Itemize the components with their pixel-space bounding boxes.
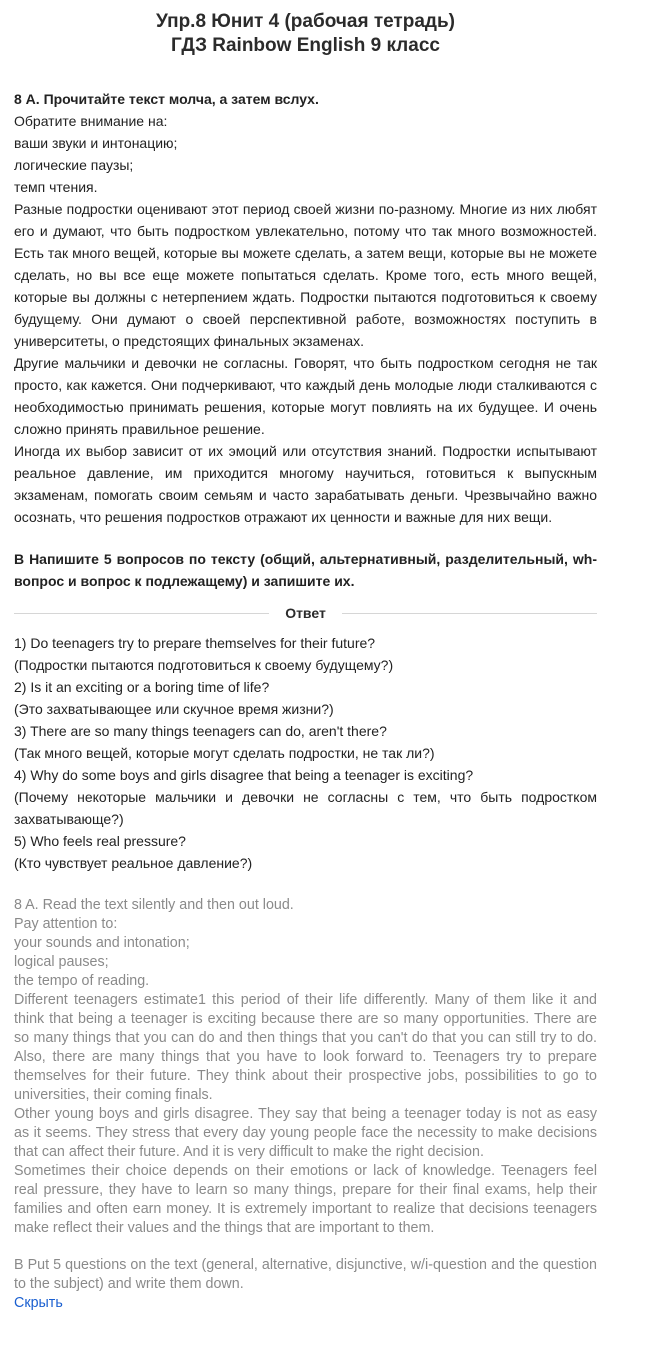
divider-line-left (14, 613, 269, 614)
answer-list (14, 632, 597, 874)
page-title (14, 10, 597, 82)
answer-line: 3) There are so many things teenagers can do, aren't there? (14, 723, 387, 739)
task-a-line: ваши звуки и интонацию; (14, 135, 178, 151)
task-a-paragraph: Другие мальчики и девочки не согласны. Говорят, что быть подростком сегодня не так просто, как кажется. Они подчеркивают, что каждый день молодые люди сталкиваются с необходимостью принимать решения, которые могут повлиять на их будущее. И очень сложно принять правильное решение. (14, 355, 597, 437)
hide-link[interactable]: Скрыть (14, 1295, 63, 1311)
answer-line: (Это захватывающее или скучное время жизни?) (14, 701, 334, 717)
english-line: your sounds and intonation; (14, 935, 190, 951)
answer-line: 2) Is it an exciting or a boring time of life? (14, 679, 270, 695)
english-line: 8 A. Read the text silently and then out loud. (14, 897, 294, 913)
english-line: the tempo of reading. (14, 973, 150, 989)
task-a-line: темп чтения. (14, 179, 98, 195)
task-b-heading: В Напишите 5 вопросов по тексту (общий, альтернативный, разделительный, wh-вопрос и вопрос к подлежащему) и запишите их. (14, 551, 597, 589)
english-line: logical pauses; (14, 954, 109, 970)
answer-line: (Так много вещей, которые могут сделать подростки, не так ли?) (14, 745, 435, 761)
page-content (14, 0, 597, 1313)
english-paragraph: Different teenagers estimate1 this period of their life differently. Many of them like it and think that being a teenager is exciting because there are so many opportunities. There are so many things that you can do and then things that you can't do that you can still try to do. Also, there are many things that you have to look forward to. Teenagers try to prepare themselves for their future. They think about their prospective jobs, possibilities to go to universities, their coming finals. (14, 992, 597, 1103)
task-a-section (14, 88, 597, 528)
english-line: Pay attention to: (14, 916, 118, 932)
task-a-heading: 8 А. Прочитайте текст молча, а затем вслух. (14, 91, 319, 107)
divider-line-right (342, 613, 597, 614)
answer-divider (14, 602, 597, 624)
answer-label: Ответ (285, 605, 326, 621)
english-original-section (14, 896, 597, 1294)
english-task-b: B Put 5 questions on the text (general, alternative, disjunctive, w/i-question and the question to the subject) and write them down. (14, 1257, 597, 1292)
task-a-paragraph: Иногда их выбор зависит от их эмоций или отсутствия знаний. Подростки испытывают реальное давление, им приходится многому научиться, готовиться к выпускным экзаменам, помогать своим семьям и часто зарабатывать деньги. Чрезвычайно важно осознать, что решения подростков отражают их ценности и важные для них вещи. (14, 443, 597, 525)
title-line-1: Упр.8 Юнит 4 (рабочая тетрадь) (156, 11, 455, 32)
english-paragraph: Other young boys and girls disagree. They say that being a teenager today is not as easy as it seems. They stress that every day young people face the necessity to make decisions that can affect their future. And it is very difficult to make the right decision. (14, 1106, 597, 1160)
answer-line: (Подростки пытаются подготовиться к своему будущему?) (14, 657, 394, 673)
task-b-section (14, 548, 597, 592)
task-a-line: Обратите внимание на: (14, 113, 168, 129)
answer-line: 1) Do teenagers try to prepare themselves for their future? (14, 635, 376, 651)
english-paragraph: Sometimes their choice depends on their emotions or lack of knowledge. Teenagers feel real pressure, they have to learn so many things, prepare for their final exams, help their families and often earn money. It is extremely important to realize that decisions teenagers make reflect their values and the things that are important to them. (14, 1163, 597, 1236)
answer-line: 5) Who feels real pressure? (14, 833, 186, 849)
task-a-line: логические паузы; (14, 157, 134, 173)
answer-line: (Почему некоторые мальчики и девочки не согласны с тем, что быть подростком захватывающе?) (14, 789, 597, 827)
task-a-paragraph: Разные подростки оценивают этот период своей жизни по-разному. Многие из них любят его и думают, что быть подростком увлекательно, потому что так много возможностей. Есть так много вещей, которые вы можете сделать, а затем вещи, которые вы не можете сделать, но вы все еще можете попытаться сделать. Кроме того, есть много вещей, которые вы должны с нетерпением ждать. Подростки пытаются подготовиться к своему будущему. Они думают о своей перспективной работе, возможностях поступить в университеты, о предстоящих финальных экзаменах. (14, 201, 597, 349)
title-line-2: ГДЗ Rainbow English 9 класс (171, 35, 440, 56)
english-spacer (14, 1238, 597, 1256)
answer-line: (Кто чувствует реальное давление?) (14, 855, 253, 871)
answer-line: 4) Why do some boys and girls disagree that being a teenager is exciting? (14, 767, 474, 783)
